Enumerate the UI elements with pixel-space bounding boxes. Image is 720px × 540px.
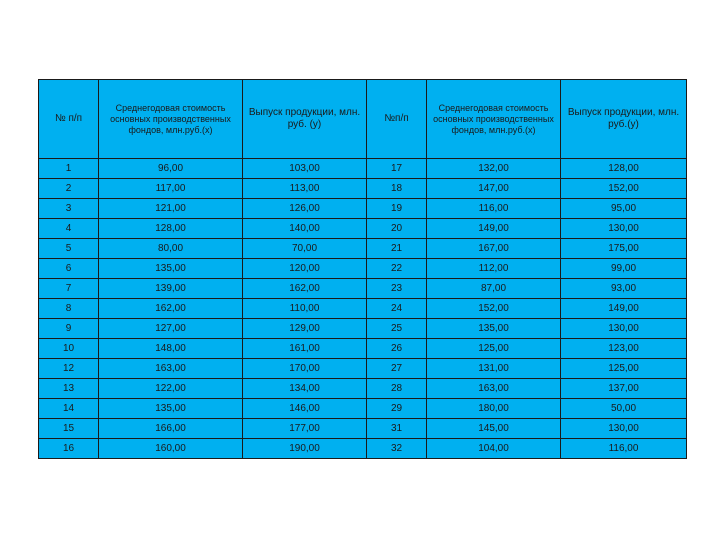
cell-fixed-assets-left: 160,00 — [99, 439, 243, 459]
cell-fixed-assets-left: 135,00 — [99, 399, 243, 419]
table-row — [39, 319, 687, 339]
cell-output-left: 70,00 — [243, 239, 367, 259]
table-row — [39, 159, 687, 179]
cell-output-left: 177,00 — [243, 419, 367, 439]
cell-output-right: 95,00 — [561, 199, 687, 219]
cell-output-left: 126,00 — [243, 199, 367, 219]
cell-number-left: 14 — [39, 399, 99, 419]
cell-fixed-assets-right: 125,00 — [427, 339, 561, 359]
cell-number-right: 31 — [367, 419, 427, 439]
cell-output-right: 130,00 — [561, 219, 687, 239]
cell-output-right: 125,00 — [561, 359, 687, 379]
cell-fixed-assets-right: 132,00 — [427, 159, 561, 179]
table-row — [39, 279, 687, 299]
cell-fixed-assets-left: 166,00 — [99, 419, 243, 439]
cell-fixed-assets-right: 145,00 — [427, 419, 561, 439]
cell-fixed-assets-right: 180,00 — [427, 399, 561, 419]
cell-output-left: 190,00 — [243, 439, 367, 459]
header-number-right: №п/п — [367, 80, 427, 159]
cell-output-left: 129,00 — [243, 319, 367, 339]
cell-number-left: 10 — [39, 339, 99, 359]
cell-fixed-assets-right: 147,00 — [427, 179, 561, 199]
cell-fixed-assets-left: 139,00 — [99, 279, 243, 299]
table-row — [39, 199, 687, 219]
cell-fixed-assets-left: 80,00 — [99, 239, 243, 259]
cell-output-right: 130,00 — [561, 319, 687, 339]
cell-fixed-assets-left: 117,00 — [99, 179, 243, 199]
cell-output-right: 128,00 — [561, 159, 687, 179]
cell-number-right: 25 — [367, 319, 427, 339]
table-row — [39, 259, 687, 279]
cell-output-left: 140,00 — [243, 219, 367, 239]
cell-output-right: 175,00 — [561, 239, 687, 259]
header-fixed-assets-left: Среднегодовая стоимость основных производственных фондов, млн.руб.(x) — [99, 80, 243, 159]
cell-output-right: 123,00 — [561, 339, 687, 359]
cell-number-left: 1 — [39, 159, 99, 179]
cell-number-left: 4 — [39, 219, 99, 239]
cell-number-left: 9 — [39, 319, 99, 339]
table-row — [39, 299, 687, 319]
table-body — [39, 159, 687, 459]
table-header-row — [39, 80, 687, 159]
cell-number-right: 20 — [367, 219, 427, 239]
cell-output-left: 110,00 — [243, 299, 367, 319]
cell-output-right: 116,00 — [561, 439, 687, 459]
cell-fixed-assets-right: 152,00 — [427, 299, 561, 319]
cell-output-left: 146,00 — [243, 399, 367, 419]
table-row — [39, 179, 687, 199]
cell-fixed-assets-right: 167,00 — [427, 239, 561, 259]
table-row — [39, 419, 687, 439]
cell-fixed-assets-right: 116,00 — [427, 199, 561, 219]
cell-number-left: 3 — [39, 199, 99, 219]
cell-fixed-assets-right: 112,00 — [427, 259, 561, 279]
cell-number-left: 15 — [39, 419, 99, 439]
cell-output-right: 137,00 — [561, 379, 687, 399]
header-output-left: Выпуск продукции, млн. руб. (y) — [243, 80, 367, 159]
cell-fixed-assets-left: 122,00 — [99, 379, 243, 399]
cell-fixed-assets-right: 149,00 — [427, 219, 561, 239]
header-number-left: № п/п — [39, 80, 99, 159]
cell-output-right: 152,00 — [561, 179, 687, 199]
cell-fixed-assets-left: 162,00 — [99, 299, 243, 319]
cell-fixed-assets-right: 135,00 — [427, 319, 561, 339]
cell-number-left: 7 — [39, 279, 99, 299]
cell-number-right: 29 — [367, 399, 427, 419]
table-row — [39, 239, 687, 259]
table-row — [39, 379, 687, 399]
cell-output-right: 130,00 — [561, 419, 687, 439]
cell-number-right: 22 — [367, 259, 427, 279]
cell-fixed-assets-left: 148,00 — [99, 339, 243, 359]
cell-fixed-assets-left: 96,00 — [99, 159, 243, 179]
cell-number-left: 5 — [39, 239, 99, 259]
cell-output-left: 161,00 — [243, 339, 367, 359]
cell-number-right: 18 — [367, 179, 427, 199]
table-row — [39, 219, 687, 239]
cell-number-right: 23 — [367, 279, 427, 299]
cell-number-left: 2 — [39, 179, 99, 199]
table-row — [39, 399, 687, 419]
cell-fixed-assets-right: 163,00 — [427, 379, 561, 399]
cell-output-left: 113,00 — [243, 179, 367, 199]
cell-number-right: 17 — [367, 159, 427, 179]
cell-number-right: 32 — [367, 439, 427, 459]
cell-fixed-assets-right: 87,00 — [427, 279, 561, 299]
cell-fixed-assets-left: 135,00 — [99, 259, 243, 279]
cell-fixed-assets-left: 121,00 — [99, 199, 243, 219]
cell-fixed-assets-left: 163,00 — [99, 359, 243, 379]
cell-output-left: 120,00 — [243, 259, 367, 279]
cell-output-right: 149,00 — [561, 299, 687, 319]
cell-fixed-assets-right: 131,00 — [427, 359, 561, 379]
cell-output-right: 93,00 — [561, 279, 687, 299]
cell-output-left: 170,00 — [243, 359, 367, 379]
cell-fixed-assets-left: 128,00 — [99, 219, 243, 239]
cell-number-left: 16 — [39, 439, 99, 459]
cell-output-left: 162,00 — [243, 279, 367, 299]
cell-number-right: 21 — [367, 239, 427, 259]
cell-number-right: 27 — [367, 359, 427, 379]
cell-number-left: 8 — [39, 299, 99, 319]
cell-number-right: 19 — [367, 199, 427, 219]
data-table — [38, 79, 687, 459]
cell-number-right: 24 — [367, 299, 427, 319]
cell-number-left: 13 — [39, 379, 99, 399]
cell-fixed-assets-right: 104,00 — [427, 439, 561, 459]
cell-number-right: 26 — [367, 339, 427, 359]
table-row — [39, 359, 687, 379]
cell-output-right: 50,00 — [561, 399, 687, 419]
cell-output-left: 134,00 — [243, 379, 367, 399]
table-row — [39, 339, 687, 359]
cell-fixed-assets-left: 127,00 — [99, 319, 243, 339]
table-row — [39, 439, 687, 459]
header-fixed-assets-right: Среднегодовая стоимость основных производственных фондов, млн.руб.(x) — [427, 80, 561, 159]
cell-number-left: 12 — [39, 359, 99, 379]
header-output-right: Выпуск продукции, млн. руб.(y) — [561, 80, 687, 159]
cell-number-right: 28 — [367, 379, 427, 399]
cell-output-right: 99,00 — [561, 259, 687, 279]
cell-output-left: 103,00 — [243, 159, 367, 179]
cell-number-left: 6 — [39, 259, 99, 279]
